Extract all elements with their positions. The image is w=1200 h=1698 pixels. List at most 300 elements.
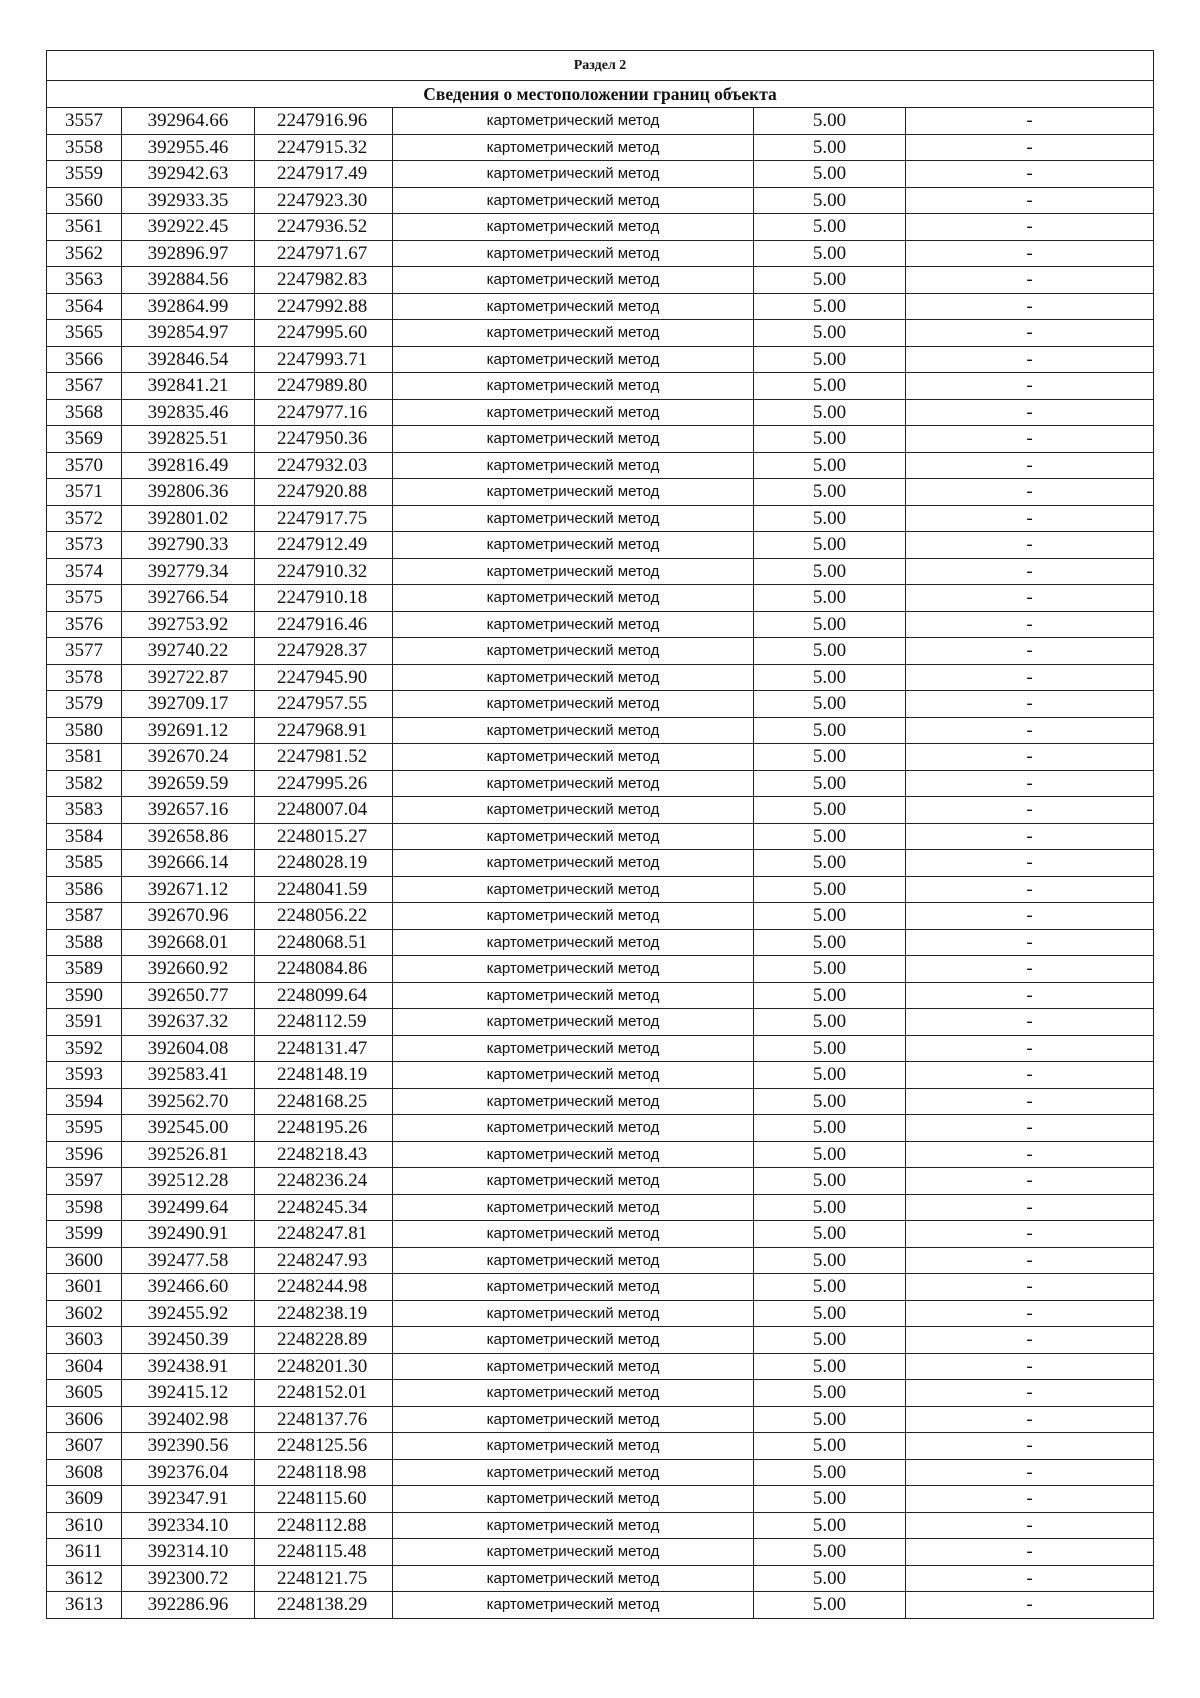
point-number-cell: 3607 (47, 1433, 122, 1460)
accuracy-cell: 5.00 (754, 346, 906, 373)
x-coordinate-cell: 392790.33 (122, 532, 255, 559)
x-coordinate-cell: 392825.51 (122, 426, 255, 453)
description-cell: - (906, 1221, 1154, 1248)
method-cell: картометрический метод (393, 1353, 754, 1380)
table-row (47, 770, 1154, 797)
description-cell: - (906, 214, 1154, 241)
table-row (47, 532, 1154, 559)
description-cell: - (906, 320, 1154, 347)
accuracy-cell: 5.00 (754, 399, 906, 426)
x-coordinate-cell: 392658.86 (122, 823, 255, 850)
method-cell: картометрический метод (393, 850, 754, 877)
description-cell: - (906, 1062, 1154, 1089)
x-coordinate-cell: 392562.70 (122, 1088, 255, 1115)
x-coordinate-cell: 392286.96 (122, 1592, 255, 1619)
table-row (47, 1247, 1154, 1274)
x-coordinate-cell: 392740.22 (122, 638, 255, 665)
table-row (47, 903, 1154, 930)
accuracy-cell: 5.00 (754, 134, 906, 161)
method-cell: картометрический метод (393, 1459, 754, 1486)
y-coordinate-cell: 2248247.81 (255, 1221, 393, 1248)
description-cell: - (906, 267, 1154, 294)
table-row (47, 452, 1154, 479)
description-cell: - (906, 505, 1154, 532)
method-cell: картометрический метод (393, 1300, 754, 1327)
description-cell: - (906, 638, 1154, 665)
table-row (47, 1380, 1154, 1407)
accuracy-cell: 5.00 (754, 214, 906, 241)
accuracy-cell: 5.00 (754, 1406, 906, 1433)
x-coordinate-cell: 392670.96 (122, 903, 255, 930)
accuracy-cell: 5.00 (754, 1300, 906, 1327)
x-coordinate-cell: 392334.10 (122, 1512, 255, 1539)
y-coordinate-cell: 2247989.80 (255, 373, 393, 400)
accuracy-cell: 5.00 (754, 452, 906, 479)
table-row (47, 850, 1154, 877)
point-number-cell: 3611 (47, 1539, 122, 1566)
y-coordinate-cell: 2247920.88 (255, 479, 393, 506)
x-coordinate-cell: 392477.58 (122, 1247, 255, 1274)
table-row (47, 479, 1154, 506)
x-coordinate-cell: 392402.98 (122, 1406, 255, 1433)
point-number-cell: 3587 (47, 903, 122, 930)
accuracy-cell: 5.00 (754, 1221, 906, 1248)
y-coordinate-cell: 2247910.18 (255, 585, 393, 612)
y-coordinate-cell: 2248015.27 (255, 823, 393, 850)
point-number-cell: 3605 (47, 1380, 122, 1407)
description-cell: - (906, 1300, 1154, 1327)
x-coordinate-cell: 392722.87 (122, 664, 255, 691)
accuracy-cell: 5.00 (754, 717, 906, 744)
x-coordinate-cell: 392753.92 (122, 611, 255, 638)
point-number-cell: 3601 (47, 1274, 122, 1301)
point-number-cell: 3575 (47, 585, 122, 612)
y-coordinate-cell: 2248084.86 (255, 956, 393, 983)
description-cell: - (906, 187, 1154, 214)
x-coordinate-cell: 392846.54 (122, 346, 255, 373)
method-cell: картометрический метод (393, 770, 754, 797)
method-cell: картометрический метод (393, 426, 754, 453)
accuracy-cell: 5.00 (754, 1115, 906, 1142)
x-coordinate-cell: 392347.91 (122, 1486, 255, 1513)
point-number-cell: 3602 (47, 1300, 122, 1327)
y-coordinate-cell: 2248125.56 (255, 1433, 393, 1460)
point-number-cell: 3561 (47, 214, 122, 241)
accuracy-cell: 5.00 (754, 956, 906, 983)
method-cell: картометрический метод (393, 558, 754, 585)
y-coordinate-cell: 2248112.88 (255, 1512, 393, 1539)
y-coordinate-cell: 2248218.43 (255, 1141, 393, 1168)
y-coordinate-cell: 2247932.03 (255, 452, 393, 479)
accuracy-cell: 5.00 (754, 479, 906, 506)
accuracy-cell: 5.00 (754, 320, 906, 347)
description-cell: - (906, 982, 1154, 1009)
accuracy-cell: 5.00 (754, 585, 906, 612)
x-coordinate-cell: 392659.59 (122, 770, 255, 797)
description-cell: - (906, 1512, 1154, 1539)
x-coordinate-cell: 392455.92 (122, 1300, 255, 1327)
accuracy-cell: 5.00 (754, 823, 906, 850)
method-cell: картометрический метод (393, 956, 754, 983)
y-coordinate-cell: 2248115.48 (255, 1539, 393, 1566)
table-row (47, 638, 1154, 665)
method-cell: картометрический метод (393, 1512, 754, 1539)
table-row (47, 744, 1154, 771)
table-row (47, 1194, 1154, 1221)
y-coordinate-cell: 2247928.37 (255, 638, 393, 665)
method-cell: картометрический метод (393, 664, 754, 691)
accuracy-cell: 5.00 (754, 1247, 906, 1274)
table-row (47, 797, 1154, 824)
x-coordinate-cell: 392300.72 (122, 1565, 255, 1592)
table-row (47, 558, 1154, 585)
table-row (47, 1565, 1154, 1592)
method-cell: картометрический метод (393, 108, 754, 135)
point-number-cell: 3584 (47, 823, 122, 850)
y-coordinate-cell: 2248245.34 (255, 1194, 393, 1221)
method-cell: картометрический метод (393, 346, 754, 373)
accuracy-cell: 5.00 (754, 1353, 906, 1380)
x-coordinate-cell: 392841.21 (122, 373, 255, 400)
method-cell: картометрический метод (393, 1486, 754, 1513)
description-cell: - (906, 108, 1154, 135)
description-cell: - (906, 1353, 1154, 1380)
point-number-cell: 3595 (47, 1115, 122, 1142)
table-row (47, 426, 1154, 453)
y-coordinate-cell: 2248118.98 (255, 1459, 393, 1486)
table-row (47, 214, 1154, 241)
y-coordinate-cell: 2247992.88 (255, 293, 393, 320)
x-coordinate-cell: 392657.16 (122, 797, 255, 824)
point-number-cell: 3563 (47, 267, 122, 294)
point-number-cell: 3565 (47, 320, 122, 347)
description-cell: - (906, 1274, 1154, 1301)
point-number-cell: 3576 (47, 611, 122, 638)
accuracy-cell: 5.00 (754, 638, 906, 665)
table-row (47, 823, 1154, 850)
table-row (47, 664, 1154, 691)
method-cell: картометрический метод (393, 1062, 754, 1089)
table-row (47, 373, 1154, 400)
table-row (47, 505, 1154, 532)
description-cell: - (906, 1539, 1154, 1566)
section-title-row (47, 81, 1154, 108)
point-number-cell: 3564 (47, 293, 122, 320)
x-coordinate-cell: 392637.32 (122, 1009, 255, 1036)
method-cell: картометрический метод (393, 320, 754, 347)
method-cell: картометрический метод (393, 1141, 754, 1168)
y-coordinate-cell: 2247993.71 (255, 346, 393, 373)
y-coordinate-cell: 2248168.25 (255, 1088, 393, 1115)
description-cell: - (906, 1194, 1154, 1221)
accuracy-cell: 5.00 (754, 426, 906, 453)
y-coordinate-cell: 2248236.24 (255, 1168, 393, 1195)
point-number-cell: 3582 (47, 770, 122, 797)
accuracy-cell: 5.00 (754, 1433, 906, 1460)
x-coordinate-cell: 392604.08 (122, 1035, 255, 1062)
method-cell: картометрический метод (393, 797, 754, 824)
point-number-cell: 3574 (47, 558, 122, 585)
point-number-cell: 3613 (47, 1592, 122, 1619)
method-cell: картометрический метод (393, 611, 754, 638)
table-row (47, 1035, 1154, 1062)
point-number-cell: 3571 (47, 479, 122, 506)
table-row (47, 1115, 1154, 1142)
method-cell: картометрический метод (393, 214, 754, 241)
point-number-cell: 3577 (47, 638, 122, 665)
method-cell: картометрический метод (393, 1247, 754, 1274)
y-coordinate-cell: 2248247.93 (255, 1247, 393, 1274)
x-coordinate-cell: 392801.02 (122, 505, 255, 532)
point-number-cell: 3608 (47, 1459, 122, 1486)
y-coordinate-cell: 2247917.75 (255, 505, 393, 532)
point-number-cell: 3560 (47, 187, 122, 214)
description-cell: - (906, 1009, 1154, 1036)
x-coordinate-cell: 392671.12 (122, 876, 255, 903)
accuracy-cell: 5.00 (754, 929, 906, 956)
description-cell: - (906, 1035, 1154, 1062)
y-coordinate-cell: 2248007.04 (255, 797, 393, 824)
y-coordinate-cell: 2247968.91 (255, 717, 393, 744)
y-coordinate-cell: 2247912.49 (255, 532, 393, 559)
accuracy-cell: 5.00 (754, 558, 906, 585)
table-row (47, 585, 1154, 612)
x-coordinate-cell: 392450.39 (122, 1327, 255, 1354)
y-coordinate-cell: 2248152.01 (255, 1380, 393, 1407)
table-row (47, 1221, 1154, 1248)
accuracy-cell: 5.00 (754, 1539, 906, 1566)
accuracy-cell: 5.00 (754, 1380, 906, 1407)
accuracy-cell: 5.00 (754, 187, 906, 214)
y-coordinate-cell: 2248068.51 (255, 929, 393, 956)
x-coordinate-cell: 392854.97 (122, 320, 255, 347)
section-label: Раздел 2 (47, 51, 1154, 81)
method-cell: картометрический метод (393, 823, 754, 850)
accuracy-cell: 5.00 (754, 744, 906, 771)
table-row (47, 876, 1154, 903)
x-coordinate-cell: 392942.63 (122, 161, 255, 188)
description-cell: - (906, 426, 1154, 453)
x-coordinate-cell: 392864.99 (122, 293, 255, 320)
method-cell: картометрический метод (393, 187, 754, 214)
description-cell: - (906, 850, 1154, 877)
description-cell: - (906, 717, 1154, 744)
description-cell: - (906, 664, 1154, 691)
y-coordinate-cell: 2248028.19 (255, 850, 393, 877)
method-cell: картометрический метод (393, 1327, 754, 1354)
x-coordinate-cell: 392835.46 (122, 399, 255, 426)
x-coordinate-cell: 392922.45 (122, 214, 255, 241)
point-number-cell: 3569 (47, 426, 122, 453)
y-coordinate-cell: 2247957.55 (255, 691, 393, 718)
method-cell: картометрический метод (393, 1088, 754, 1115)
table-row (47, 1327, 1154, 1354)
x-coordinate-cell: 392806.36 (122, 479, 255, 506)
method-cell: картометрический метод (393, 1221, 754, 1248)
table-row (47, 1062, 1154, 1089)
description-cell: - (906, 1141, 1154, 1168)
y-coordinate-cell: 2247910.32 (255, 558, 393, 585)
method-cell: картометрический метод (393, 452, 754, 479)
y-coordinate-cell: 2248131.47 (255, 1035, 393, 1062)
point-number-cell: 3593 (47, 1062, 122, 1089)
method-cell: картометрический метод (393, 1433, 754, 1460)
description-cell: - (906, 1406, 1154, 1433)
method-cell: картометрический метод (393, 240, 754, 267)
x-coordinate-cell: 392438.91 (122, 1353, 255, 1380)
description-cell: - (906, 1115, 1154, 1142)
accuracy-cell: 5.00 (754, 1088, 906, 1115)
y-coordinate-cell: 2248041.59 (255, 876, 393, 903)
method-cell: картометрический метод (393, 134, 754, 161)
table-row (47, 240, 1154, 267)
description-cell: - (906, 1088, 1154, 1115)
method-cell: картометрический метод (393, 1194, 754, 1221)
description-cell: - (906, 1168, 1154, 1195)
table-row (47, 108, 1154, 135)
table-row (47, 1592, 1154, 1619)
method-cell: картометрический метод (393, 691, 754, 718)
x-coordinate-cell: 392884.56 (122, 267, 255, 294)
point-number-cell: 3557 (47, 108, 122, 135)
description-cell: - (906, 797, 1154, 824)
table-row (47, 1274, 1154, 1301)
point-number-cell: 3604 (47, 1353, 122, 1380)
description-cell: - (906, 161, 1154, 188)
point-number-cell: 3599 (47, 1221, 122, 1248)
point-number-cell: 3573 (47, 532, 122, 559)
point-number-cell: 3598 (47, 1194, 122, 1221)
description-cell: - (906, 876, 1154, 903)
description-cell: - (906, 744, 1154, 771)
x-coordinate-cell: 392526.81 (122, 1141, 255, 1168)
x-coordinate-cell: 392545.00 (122, 1115, 255, 1142)
method-cell: картометрический метод (393, 293, 754, 320)
description-cell: - (906, 452, 1154, 479)
method-cell: картометрический метод (393, 1168, 754, 1195)
description-cell: - (906, 134, 1154, 161)
method-cell: картометрический метод (393, 982, 754, 1009)
method-cell: картометрический метод (393, 585, 754, 612)
point-number-cell: 3612 (47, 1565, 122, 1592)
x-coordinate-cell: 392816.49 (122, 452, 255, 479)
description-cell: - (906, 1380, 1154, 1407)
point-number-cell: 3596 (47, 1141, 122, 1168)
description-cell: - (906, 293, 1154, 320)
point-number-cell: 3586 (47, 876, 122, 903)
table-row (47, 611, 1154, 638)
x-coordinate-cell: 392660.92 (122, 956, 255, 983)
accuracy-cell: 5.00 (754, 293, 906, 320)
point-number-cell: 3606 (47, 1406, 122, 1433)
method-cell: картометрический метод (393, 929, 754, 956)
method-cell: картометрический метод (393, 1009, 754, 1036)
table-row (47, 320, 1154, 347)
table-row (47, 1486, 1154, 1513)
x-coordinate-cell: 392691.12 (122, 717, 255, 744)
point-number-cell: 3580 (47, 717, 122, 744)
y-coordinate-cell: 2248099.64 (255, 982, 393, 1009)
point-number-cell: 3588 (47, 929, 122, 956)
method-cell: картометрический метод (393, 638, 754, 665)
accuracy-cell: 5.00 (754, 1565, 906, 1592)
y-coordinate-cell: 2248121.75 (255, 1565, 393, 1592)
point-number-cell: 3585 (47, 850, 122, 877)
accuracy-cell: 5.00 (754, 267, 906, 294)
description-cell: - (906, 1459, 1154, 1486)
accuracy-cell: 5.00 (754, 770, 906, 797)
description-cell: - (906, 532, 1154, 559)
point-number-cell: 3603 (47, 1327, 122, 1354)
table-row (47, 1512, 1154, 1539)
x-coordinate-cell: 392766.54 (122, 585, 255, 612)
description-cell: - (906, 1592, 1154, 1619)
accuracy-cell: 5.00 (754, 1194, 906, 1221)
table-row (47, 399, 1154, 426)
point-number-cell: 3581 (47, 744, 122, 771)
description-cell: - (906, 929, 1154, 956)
method-cell: картометрический метод (393, 1565, 754, 1592)
x-coordinate-cell: 392376.04 (122, 1459, 255, 1486)
point-number-cell: 3594 (47, 1088, 122, 1115)
description-cell: - (906, 585, 1154, 612)
y-coordinate-cell: 2248115.60 (255, 1486, 393, 1513)
section-header-row (47, 51, 1154, 81)
table-row (47, 1433, 1154, 1460)
description-cell: - (906, 1247, 1154, 1274)
point-number-cell: 3609 (47, 1486, 122, 1513)
point-number-cell: 3559 (47, 161, 122, 188)
table-row (47, 267, 1154, 294)
table-row (47, 1300, 1154, 1327)
method-cell: картометрический метод (393, 373, 754, 400)
x-coordinate-cell: 392709.17 (122, 691, 255, 718)
method-cell: картометрический метод (393, 876, 754, 903)
table-body (47, 51, 1154, 1619)
table-row (47, 1009, 1154, 1036)
y-coordinate-cell: 2247917.49 (255, 161, 393, 188)
x-coordinate-cell: 392650.77 (122, 982, 255, 1009)
y-coordinate-cell: 2247995.60 (255, 320, 393, 347)
y-coordinate-cell: 2248195.26 (255, 1115, 393, 1142)
table-row (47, 1406, 1154, 1433)
accuracy-cell: 5.00 (754, 850, 906, 877)
description-cell: - (906, 691, 1154, 718)
point-number-cell: 3558 (47, 134, 122, 161)
y-coordinate-cell: 2247916.96 (255, 108, 393, 135)
table-row (47, 691, 1154, 718)
method-cell: картометрический метод (393, 1115, 754, 1142)
y-coordinate-cell: 2247936.52 (255, 214, 393, 241)
point-number-cell: 3583 (47, 797, 122, 824)
accuracy-cell: 5.00 (754, 1168, 906, 1195)
y-coordinate-cell: 2248148.19 (255, 1062, 393, 1089)
accuracy-cell: 5.00 (754, 1327, 906, 1354)
accuracy-cell: 5.00 (754, 161, 906, 188)
y-coordinate-cell: 2248112.59 (255, 1009, 393, 1036)
y-coordinate-cell: 2247923.30 (255, 187, 393, 214)
table-row (47, 929, 1154, 956)
table-row (47, 1141, 1154, 1168)
section-title: Сведения о местоположении границ объекта (47, 81, 1154, 108)
table-row (47, 346, 1154, 373)
x-coordinate-cell: 392490.91 (122, 1221, 255, 1248)
table-row (47, 1539, 1154, 1566)
accuracy-cell: 5.00 (754, 611, 906, 638)
y-coordinate-cell: 2247945.90 (255, 664, 393, 691)
description-cell: - (906, 240, 1154, 267)
x-coordinate-cell: 392933.35 (122, 187, 255, 214)
